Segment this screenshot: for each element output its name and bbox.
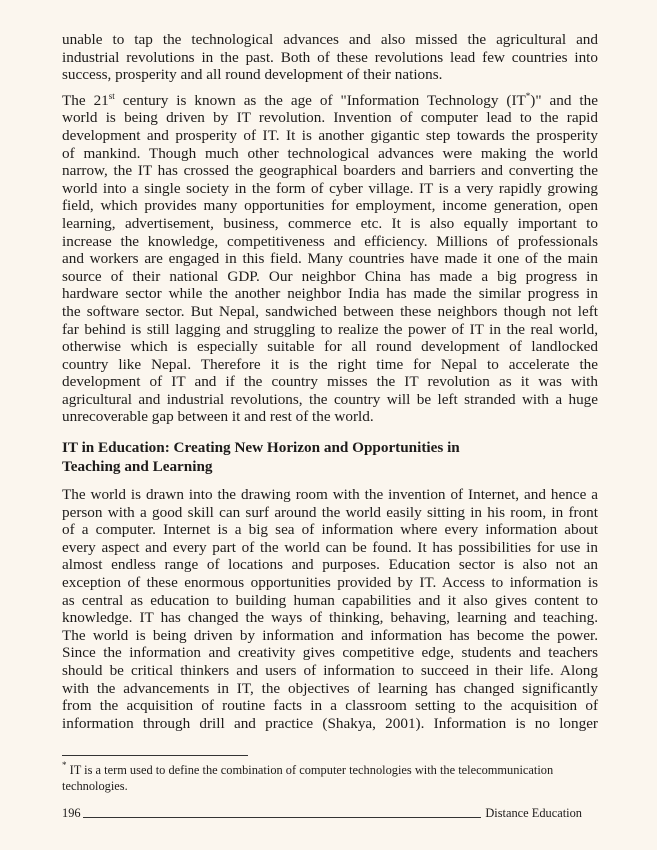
- text-line: of a computer. Internet is a big sea of information where every information about: [62, 521, 598, 539]
- text-line: unrecoverable gap between it and rest of the world.: [62, 408, 374, 426]
- footnote-divider: [62, 755, 248, 756]
- footnote-marker: *: [62, 760, 67, 770]
- page-footer: [62, 806, 582, 821]
- paragraph: [62, 31, 598, 84]
- text-line: development of IT and if the country misses the IT revolution as it was with: [62, 373, 598, 391]
- text-line: agricultural and industrial revolutions, the country will be left stranded with a huge: [62, 390, 598, 408]
- text-line: knowledge. IT has changed the ways of thinking, behaving, learning and teaching.: [62, 609, 598, 627]
- text-line: the software sector. But Nepal, sandwiched between these neighbors though not left: [62, 302, 598, 320]
- text-line: every aspect and every part of the world can be found. It has possibilities for use in: [62, 538, 598, 556]
- paragraph: [62, 486, 598, 732]
- text-line: of mankind. Though much other technological advances were making the world: [62, 144, 598, 162]
- footnote-line-1: [62, 762, 582, 778]
- paragraph: [62, 92, 598, 426]
- page-number: 196: [62, 806, 81, 820]
- text-line: Teaching and Learning: [62, 458, 213, 476]
- text-line: unable to tap the technological advances and also missed the agricultural and: [62, 31, 598, 48]
- text-line: should be critical thinkers and users of information to succeed in their life. Along: [62, 662, 598, 679]
- text-line: Since the information and creativity gives competitive edge, students and teachers: [62, 644, 598, 662]
- text-line: development and prosperity of IT. It is another gigantic step towards the prosperity: [62, 126, 598, 144]
- text-line: The world is being driven by information and information has become the power.: [62, 626, 598, 644]
- superscript: *: [525, 90, 531, 101]
- text-line: exception of these enormous opportunities provided by IT. Access to information is: [62, 574, 598, 592]
- section-heading: [62, 438, 598, 476]
- text-line: as central as education to building human capabilities and it also gives content to: [62, 591, 598, 609]
- text-segment: century is known as the age of "Information Technology (IT: [114, 91, 526, 109]
- footnote-text: IT is a term used to define the combination of computer technologies with the telecommunication: [66, 763, 554, 777]
- superscript: st: [108, 90, 115, 101]
- text-line: The world is drawn into the drawing room with the invention of Internet, and hence a: [62, 486, 598, 504]
- text-line: from the acquisition of routine facts in a classroom setting to the acquisition of: [62, 697, 598, 715]
- text-line: IT in Education: Creating New Horizon and Opportunities in: [62, 439, 460, 457]
- text-line: field, which provides many opportunities for employment, income generation, open: [62, 197, 598, 215]
- text-segment: The 21: [62, 91, 109, 109]
- footnote: [62, 762, 582, 794]
- text-line: [62, 92, 598, 110]
- text-line: person with a good skill can surf around the world easily sitting in his room, in front: [62, 503, 598, 521]
- text-line: success, prosperity and all round development of their nations.: [62, 66, 443, 84]
- text-segment: )" and the: [530, 91, 598, 109]
- text-line: increase the knowledge, competitiveness and efficiency. Millions of professionals: [62, 232, 598, 250]
- text-line: hardware sector while the another neighbor India has made the similar progress in: [62, 285, 598, 303]
- text-line: country like Nepal. Therefore it is the right time for Nepal to accelerate the: [62, 355, 598, 373]
- footnote-line-2: technologies.: [62, 779, 128, 793]
- document-body: [62, 31, 598, 740]
- text-line: information through drill and practice (Shakya, 2001). Information is no longer: [62, 714, 598, 732]
- text-line: world is being driven by IT revolution. Invention of computer lead to the rapid: [62, 109, 598, 127]
- text-line: industrial revolutions in the past. Both of these revolutions lead few countries into: [62, 48, 598, 66]
- text-line: almost endless range of locations and purposes. Education sector is also not an: [62, 556, 598, 574]
- text-line: otherwise which is especially suitable for all round development of landlocked: [62, 338, 598, 356]
- text-line: and workers are engaged in this field. Many countries have made it one of the main: [62, 250, 598, 268]
- text-line: learning, advertisement, business, commerce etc. It is also equally important to: [62, 214, 598, 232]
- text-line: source of their national GDP. Our neighbor China has made a big progress in: [62, 267, 598, 285]
- text-line: narrow, the IT has crossed the geographical boarders and barriers and converting the: [62, 162, 598, 180]
- text-line: far behind is still lagging and struggling to realize the power of IT in the real world,: [62, 320, 598, 338]
- text-line: with the advancements in IT, the objectives of learning has changed significantly: [62, 679, 598, 697]
- text-line: world into a single society in the form of cyber village. IT is a very rapidly growing: [62, 179, 598, 197]
- footer-rule: [83, 817, 482, 818]
- running-title: Distance Education: [485, 806, 582, 820]
